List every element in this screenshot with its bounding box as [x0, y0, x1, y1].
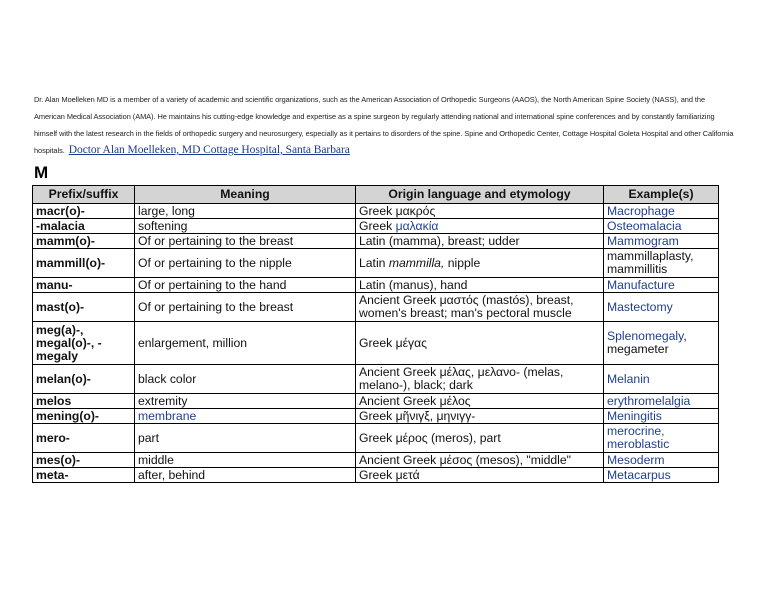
origin-cell: Latin (manus), hand	[356, 278, 604, 293]
prefix-cell: mes(o)-	[33, 453, 135, 468]
origin-text: Latin	[359, 255, 389, 270]
meaning-cell: Of or pertaining to the breast	[135, 293, 356, 322]
table-row	[33, 322, 719, 365]
meaning-cell: softening	[135, 219, 356, 234]
example-text: , megameter	[607, 329, 687, 356]
header-origin: Origin language and etymology	[356, 186, 604, 204]
table-header-row	[33, 186, 719, 204]
origin-cell: Ancient Greek μέλος	[356, 394, 604, 409]
table-row	[33, 278, 719, 293]
table-row	[33, 293, 719, 322]
meaning-cell: part	[135, 424, 356, 453]
meaning-link[interactable]: membrane	[135, 409, 356, 424]
origin-cell: Greek μακρός	[356, 204, 604, 219]
prefix-cell: manu-	[33, 278, 135, 293]
prefix-cell: meta-	[33, 468, 135, 483]
meaning-cell: Of or pertaining to the hand	[135, 278, 356, 293]
meaning-cell: Of or pertaining to the nipple	[135, 249, 356, 278]
prefix-table	[32, 185, 719, 483]
prefix-cell: mammill(o)-	[33, 249, 135, 278]
header-meaning: Meaning	[135, 186, 356, 204]
example-link[interactable]: Metacarpus	[604, 468, 719, 483]
origin-cell: Latin (mamma), breast; udder	[356, 234, 604, 249]
example-link[interactable]: Meningitis	[604, 409, 719, 424]
example-link[interactable]: Mammogram	[604, 234, 719, 249]
section-letter: M	[34, 163, 49, 182]
origin-cell: Greek μῆνιγξ, μηνιγγ-	[356, 409, 604, 424]
example-link[interactable]: Splenomegaly	[607, 329, 684, 343]
prefix-cell: melan(o)-	[33, 365, 135, 394]
origin-italic: mammilla,	[388, 255, 445, 270]
prefix-cell: mero-	[33, 424, 135, 453]
doctor-link[interactable]: Doctor Alan Moelleken, MD Cottage Hospital, Santa Barbara	[68, 144, 350, 156]
example-cell	[604, 322, 719, 365]
origin-cell	[356, 249, 604, 278]
meaning-cell: extremity	[135, 394, 356, 409]
table-row	[33, 219, 719, 234]
origin-cell	[356, 219, 604, 234]
example-link[interactable]: erythromelalgia	[604, 394, 719, 409]
meaning-cell: Of or pertaining to the breast	[135, 234, 356, 249]
table-row	[33, 394, 719, 409]
prefix-cell: -malacia	[33, 219, 135, 234]
table-row	[33, 234, 719, 249]
table-row	[33, 365, 719, 394]
meaning-cell: large, long	[135, 204, 356, 219]
example-cell: mammillaplasty, mammillitis	[604, 249, 719, 278]
meaning-cell: middle	[135, 453, 356, 468]
table-row	[33, 409, 719, 424]
origin-cell: Greek μέγας	[356, 322, 604, 365]
intro-paragraph	[34, 91, 734, 159]
example-link[interactable]: Melanin	[604, 365, 719, 394]
example-link[interactable]: merocrine, meroblastic	[604, 424, 719, 453]
origin-link[interactable]: μαλακία	[395, 218, 439, 233]
table-row	[33, 204, 719, 219]
header-prefix: Prefix/suffix	[33, 186, 135, 204]
prefix-cell: mamm(o)-	[33, 234, 135, 249]
example-link[interactable]: Mesoderm	[604, 453, 719, 468]
meaning-cell: black color	[135, 365, 356, 394]
table-row	[33, 249, 719, 278]
origin-cell: Greek μέρος (meros), part	[356, 424, 604, 453]
origin-text: nipple	[444, 255, 481, 270]
table-row	[33, 424, 719, 453]
meaning-cell: after, behind	[135, 468, 356, 483]
prefix-cell: macr(o)-	[33, 204, 135, 219]
table-row	[33, 453, 719, 468]
origin-cell: Ancient Greek μέλας, μελανο- (melas, melano-), black; dark	[356, 365, 604, 394]
table-row	[33, 468, 719, 483]
prefix-cell: meg(a)-, megal(o)-, -megaly	[33, 322, 135, 365]
prefix-cell: melos	[33, 394, 135, 409]
intro-text: Dr. Alan Moelleken MD is a member of a variety of academic and scientific organizations, such as the American Association of Orthopedic Surgeons (AAOS), the North American Spine Society (NASS), and the American Medical Association (AMA). He maintains his cutting-edge knowledge and expertise as a spine surgeon by regularly attending national and international spine conferences and by constantly familiarizing himself with the latest research in the fields of orthopedic surgery and neurosurgery, especially as it pertains to disorders of the spine. Spine and Orthopedic Center, Cottage Hospital Goleta Hospital and other California hospitals.	[34, 95, 734, 155]
header-examples: Example(s)	[604, 186, 719, 204]
example-link[interactable]: Macrophage	[604, 204, 719, 219]
example-link[interactable]: Mastectomy	[604, 293, 719, 322]
origin-cell: Ancient Greek μαστός (mastós), breast, women's breast; man's pectoral muscle	[356, 293, 604, 322]
prefix-cell: mening(o)-	[33, 409, 135, 424]
origin-cell: Ancient Greek μέσος (mesos), "middle"	[356, 453, 604, 468]
origin-cell: Greek μετά	[356, 468, 604, 483]
meaning-cell: enlargement, million	[135, 322, 356, 365]
example-link[interactable]: Osteomalacia	[604, 219, 719, 234]
prefix-cell: mast(o)-	[33, 293, 135, 322]
example-link[interactable]: Manufacture	[604, 278, 719, 293]
origin-text: Greek	[359, 218, 396, 233]
